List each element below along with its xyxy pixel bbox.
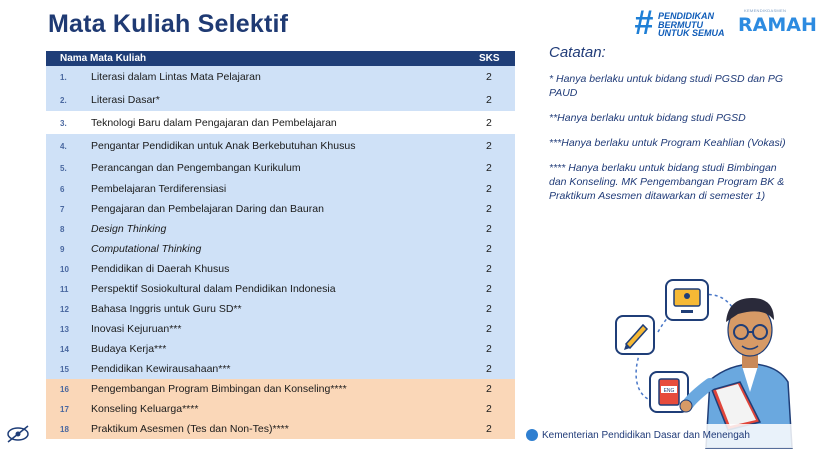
table-row [46, 134, 515, 157]
row-number: 18 [60, 425, 69, 434]
course-sks: 2 [486, 140, 492, 152]
course-name: Budaya Kerja*** [91, 343, 167, 355]
course-name: Pendidikan di Daerah Khusus [91, 263, 230, 275]
row-number: 2. [60, 96, 67, 105]
page-title: Mata Kuliah Selektif [48, 10, 289, 38]
row-number: 13 [60, 325, 69, 334]
table-row [46, 66, 515, 88]
table-row [46, 299, 515, 319]
table-header [46, 51, 515, 66]
table-row [46, 88, 515, 111]
course-name: Pengembangan Program Bimbingan dan Konseling**** [91, 383, 347, 395]
row-number: 15 [60, 365, 69, 374]
row-number: 11 [60, 285, 69, 294]
course-sks: 2 [486, 94, 492, 106]
course-sks: 2 [486, 283, 492, 295]
computer-icon [666, 280, 708, 320]
course-name: Pengajaran dan Pembelajaran Daring dan Bauran [91, 203, 324, 215]
ramah-logo [738, 8, 817, 38]
course-sks: 2 [486, 183, 492, 195]
pendidikan-bermutu-logo [634, 4, 730, 42]
pencil-icon [616, 316, 654, 354]
table-row [46, 199, 515, 219]
footer-text: Kementerian Pendidikan Dasar dan Menengah [542, 430, 750, 441]
table-body [46, 66, 515, 439]
course-sks: 2 [486, 343, 492, 355]
course-sks: 2 [486, 203, 492, 215]
course-name: Bahasa Inggris untuk Guru SD** [91, 303, 242, 315]
row-number: 10 [60, 265, 69, 274]
hidden-visibility-icon [4, 420, 48, 448]
course-name: Pengantar Pendidikan untuk Anak Berkebutuhan Khusus [91, 140, 356, 152]
note-item: **Hanya berlaku untuk bidang studi PGSD [549, 112, 746, 124]
column-header-sks: SKS [479, 53, 500, 64]
course-name: Praktikum Asesmen (Tes dan Non-Tes)**** [91, 423, 289, 435]
ministry-emblem-icon [526, 429, 538, 441]
row-number: 5. [60, 164, 67, 173]
ramah-logo-subtext: KEMENDIKDASMEN [744, 8, 787, 13]
table-row [46, 419, 515, 439]
table-row [46, 399, 515, 419]
course-name: Pendidikan Kewirausahaan*** [91, 363, 231, 375]
table-row [46, 319, 515, 339]
course-sks: 2 [486, 383, 492, 395]
ramah-logo-text: RAMAH [738, 14, 817, 36]
course-table [46, 51, 515, 439]
course-name: Konseling Keluarga**** [91, 403, 199, 415]
course-sks: 2 [486, 71, 492, 83]
course-sks: 2 [486, 303, 492, 315]
notes-heading: Catatan: [549, 44, 606, 61]
course-sks: 2 [486, 243, 492, 255]
notes-panel [549, 44, 789, 214]
book-label: ENG [663, 388, 675, 394]
row-number: 16 [60, 385, 69, 394]
row-number: 12 [60, 305, 69, 314]
table-row [46, 339, 515, 359]
course-name: Computational Thinking [91, 243, 202, 255]
table-row [46, 239, 515, 259]
course-name: Pembelajaran Terdiferensiasi [91, 183, 227, 195]
note-item: * Hanya berlaku untuk bidang studi PGSD dan PG PAUD [549, 73, 784, 99]
hashtag-glyph: # [634, 4, 653, 42]
course-name: Design Thinking [91, 223, 167, 235]
course-name: Literasi dalam Lintas Mata Pelajaran [91, 71, 261, 83]
row-number: 4. [60, 142, 67, 151]
course-name: Perancangan dan Pengembangan Kurikulum [91, 162, 301, 174]
course-sks: 2 [486, 363, 492, 375]
table-row [46, 259, 515, 279]
row-number: 14 [60, 345, 69, 354]
column-header-name: Nama Mata Kuliah [60, 53, 147, 64]
row-number: 3. [60, 119, 67, 128]
table-row [46, 379, 515, 399]
note-item: ***Hanya berlaku untuk Program Keahlian (Vokasi) [549, 137, 786, 149]
footer-ministry [522, 424, 800, 448]
teacher-illustration [610, 272, 800, 448]
table-row [46, 279, 515, 299]
course-name: Perspektif Sosiokultural dalam Pendidikan Indonesia [91, 283, 336, 295]
table-row [46, 359, 515, 379]
row-number: 6 [60, 185, 65, 194]
course-sks: 2 [486, 423, 492, 435]
table-row [46, 219, 515, 239]
row-number: 7 [60, 205, 65, 214]
row-number: 9 [60, 245, 65, 254]
pendidikan-logo-text: PENDIDIKAN BERMUTU UNTUK SEMUA [658, 11, 725, 38]
course-sks: 2 [486, 223, 492, 235]
row-number: 1. [60, 73, 67, 82]
row-number: 8 [60, 225, 65, 234]
course-name: Teknologi Baru dalam Pengajaran dan Pembelajaran [91, 117, 337, 129]
course-sks: 2 [486, 117, 492, 129]
course-sks: 2 [486, 263, 492, 275]
course-sks: 2 [486, 403, 492, 415]
note-item: **** Hanya berlaku untuk bidang studi Bimbingan dan Konseling. MK Pengembangan Program BK & Praktikum Asesmen ditawarkan di semester 1) [549, 162, 785, 202]
table-row [46, 111, 515, 134]
course-sks: 2 [486, 323, 492, 335]
row-number: 17 [60, 405, 69, 414]
table-row [46, 179, 515, 199]
course-sks: 2 [486, 162, 492, 174]
course-name: Inovasi Kejuruan*** [91, 323, 182, 335]
course-name: Literasi Dasar* [91, 94, 160, 106]
table-row [46, 157, 515, 179]
